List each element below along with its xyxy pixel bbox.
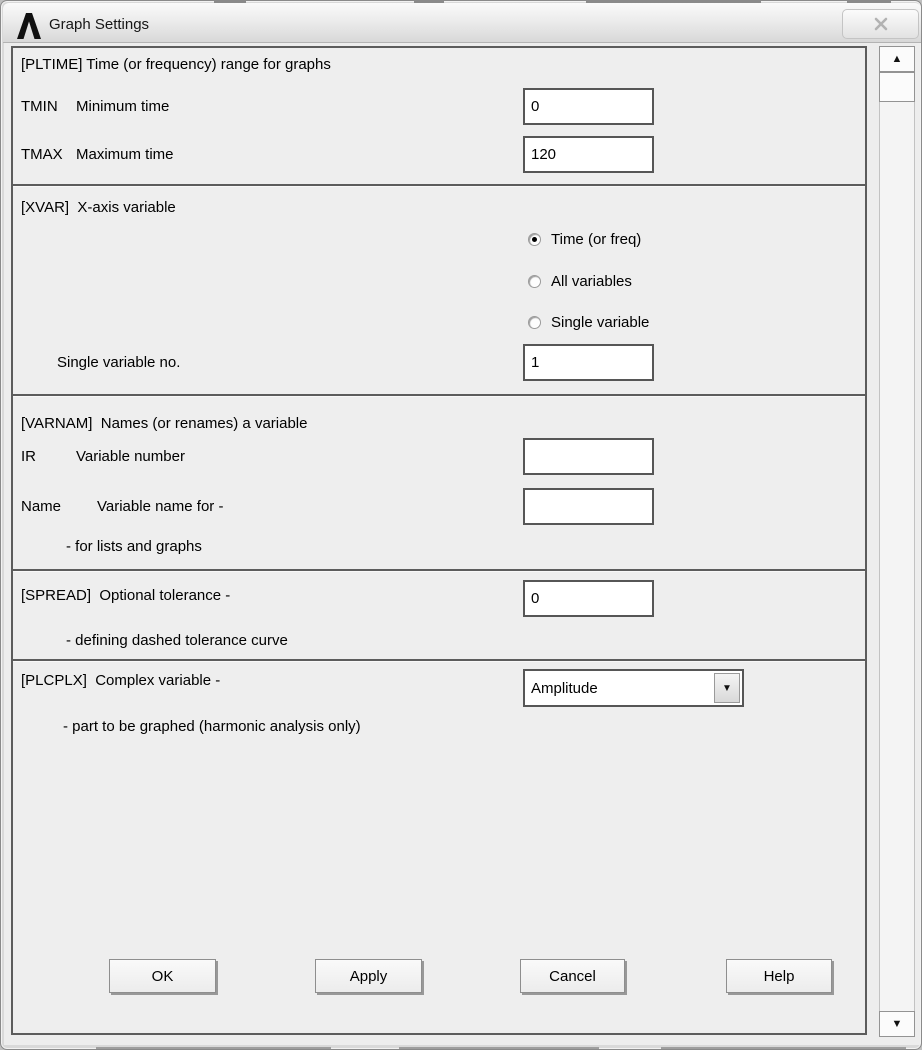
name-keyword: Name [21, 498, 62, 515]
section-divider [13, 659, 865, 661]
radio-time-or-freq[interactable] [528, 231, 641, 248]
radio-button-icon [528, 275, 541, 288]
radio-all-variables[interactable] [528, 273, 632, 290]
plcplx-note: - part to be graphed (harmonic analysis only) [63, 718, 361, 735]
single-variable-no-label: Single variable no. [57, 354, 181, 371]
radio-button-icon [528, 233, 541, 246]
title-bar[interactable] [3, 3, 921, 43]
variable-number-input[interactable] [523, 438, 654, 475]
cancel-button[interactable]: Cancel [520, 959, 625, 993]
plcplx-heading: [PLCPLX] Complex variable - [21, 672, 221, 689]
down-arrow-icon: ▼ [891, 1018, 903, 1030]
window-title: Graph Settings [49, 16, 150, 33]
varnam-note: - for lists and graphs [66, 538, 202, 555]
radio-single-variable[interactable] [528, 314, 649, 331]
tmax-input[interactable] [523, 136, 654, 173]
tmin-input[interactable] [523, 88, 654, 125]
spread-note: - defining dashed tolerance curve [66, 632, 288, 649]
radio-single-variable-label: Single variable [551, 314, 650, 331]
close-icon [874, 17, 888, 31]
xvar-heading: [XVAR] X-axis variable [21, 199, 176, 216]
radio-button-icon [528, 316, 541, 329]
scroll-down-button[interactable] [879, 1011, 915, 1037]
up-arrow-icon: ▲ [891, 53, 903, 65]
scrollbar-thumb[interactable] [879, 72, 915, 102]
ok-button[interactable]: OK [109, 959, 216, 993]
varnam-heading: [VARNAM] Names (or renames) a variable [21, 415, 308, 432]
chevron-down-icon[interactable]: ▼ [714, 673, 740, 703]
dropdown-selected-value: Amplitude [531, 679, 598, 697]
section-divider [13, 569, 865, 571]
help-button[interactable]: Help [726, 959, 832, 993]
tmax-label: Maximum time [76, 146, 174, 163]
name-label: Variable name for - [97, 498, 224, 515]
ir-keyword: IR [21, 448, 36, 465]
spread-heading: [SPREAD] Optional tolerance - [21, 587, 231, 604]
apply-button[interactable]: Apply [315, 959, 422, 993]
section-divider [13, 394, 865, 396]
spread-input[interactable] [523, 580, 654, 617]
variable-name-input[interactable] [523, 488, 654, 525]
close-button[interactable] [842, 9, 919, 39]
tmin-label: Minimum time [76, 98, 170, 115]
vertical-scrollbar-track[interactable] [879, 46, 915, 1037]
single-variable-no-input[interactable] [523, 344, 654, 381]
complex-variable-dropdown[interactable] [523, 669, 744, 707]
tmin-keyword: TMIN [21, 98, 58, 115]
tmax-keyword: TMAX [21, 146, 63, 163]
section-divider [13, 184, 865, 186]
scroll-up-button[interactable] [879, 46, 915, 72]
ansys-logo-icon [17, 13, 41, 39]
radio-time-or-freq-label: Time (or freq) [551, 231, 642, 248]
pltime-heading: [PLTIME] Time (or frequency) range for graphs [21, 56, 331, 73]
radio-all-variables-label: All variables [551, 273, 632, 290]
ir-label: Variable number [76, 448, 185, 465]
